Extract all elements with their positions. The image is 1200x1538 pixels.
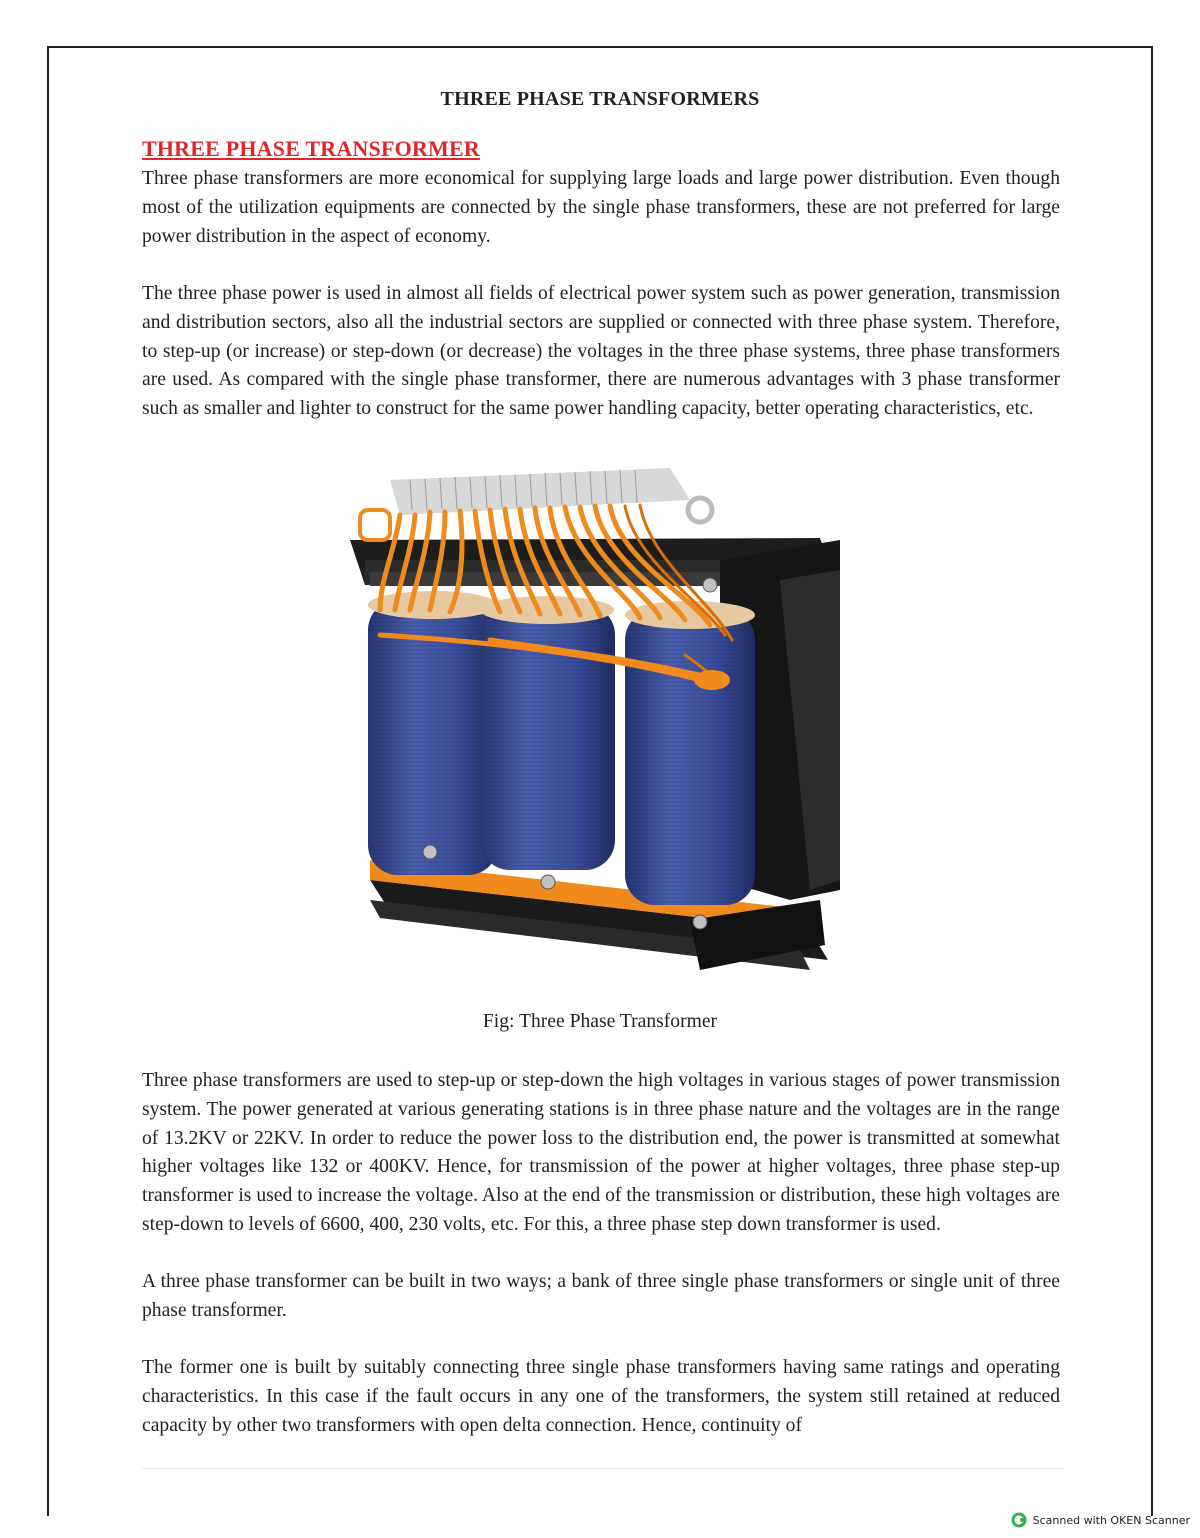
oken-scanner-logo-icon [1011,1512,1027,1528]
section-heading: THREE PHASE TRANSFORMER [142,136,480,161]
watermark-text: Scanned with OKEN Scanner [1032,1513,1190,1527]
footer-rule [142,1468,1064,1469]
transformer-illustration [340,460,860,1005]
figure-caption: Fig: Three Phase Transformer [482,1011,718,1032]
paragraph-4: A three phase transformer can be built in two ways; a bank of three single phase transformers or single unit of three phase transformer. [142,1271,1060,1321]
scanner-watermark [1011,1512,1190,1528]
paragraph-5: The former one is built by suitably connecting three single phase transformers having same ratings and operating characteristics. In this case if the fault occurs in any one of the transformers, the system still retained at reduced capacity by other two transformers with open delta connection. Hence, continuity of [142,1357,1060,1436]
document-title: THREE PHASE TRANSFORMERS [440,88,760,110]
transformer-figure [340,460,860,1005]
paragraph-2: The three phase power is used in almost all fields of electrical power system such as power generation, transmission and distribution sectors, also all the industrial sectors are supplied or connected with three phase system. Therefore, to step-up (or increase) or step-down (or decrease) the voltages in the three phase systems, three phase transformers are used. As compared with the single phase transformer, there are numerous advantages with 3 phase transformer such as smaller and lighter to construct for the same power handling capacity, better operating characteristics, etc. [142,283,1060,420]
paragraph-1: Three phase transformers are more economical for supplying large loads and large power distribution. Even though most of the utilization equipments are connected by the single phase transformers, these are not preferred for large power distribution in the aspect of economy. [142,168,1060,247]
paragraph-3: Three phase transformers are used to step-up or step-down the high voltages in various stages of power transmission system. The power generated at various generating stations is in three phase nature and the voltages are in the range of 13.2KV or 22KV. In order to reduce the power loss to the distribution end, the power is transmitted at somewhat higher voltages like 132 or 400KV. Hence, for transmission of the power at higher voltages, three phase step-up transformer is used to increase the voltage. Also at the end of the transmission or distribution, these high voltages are step-down to levels of 6600, 400, 230 volts, etc. For this, a three phase step down transformer is used. [142,1070,1060,1235]
